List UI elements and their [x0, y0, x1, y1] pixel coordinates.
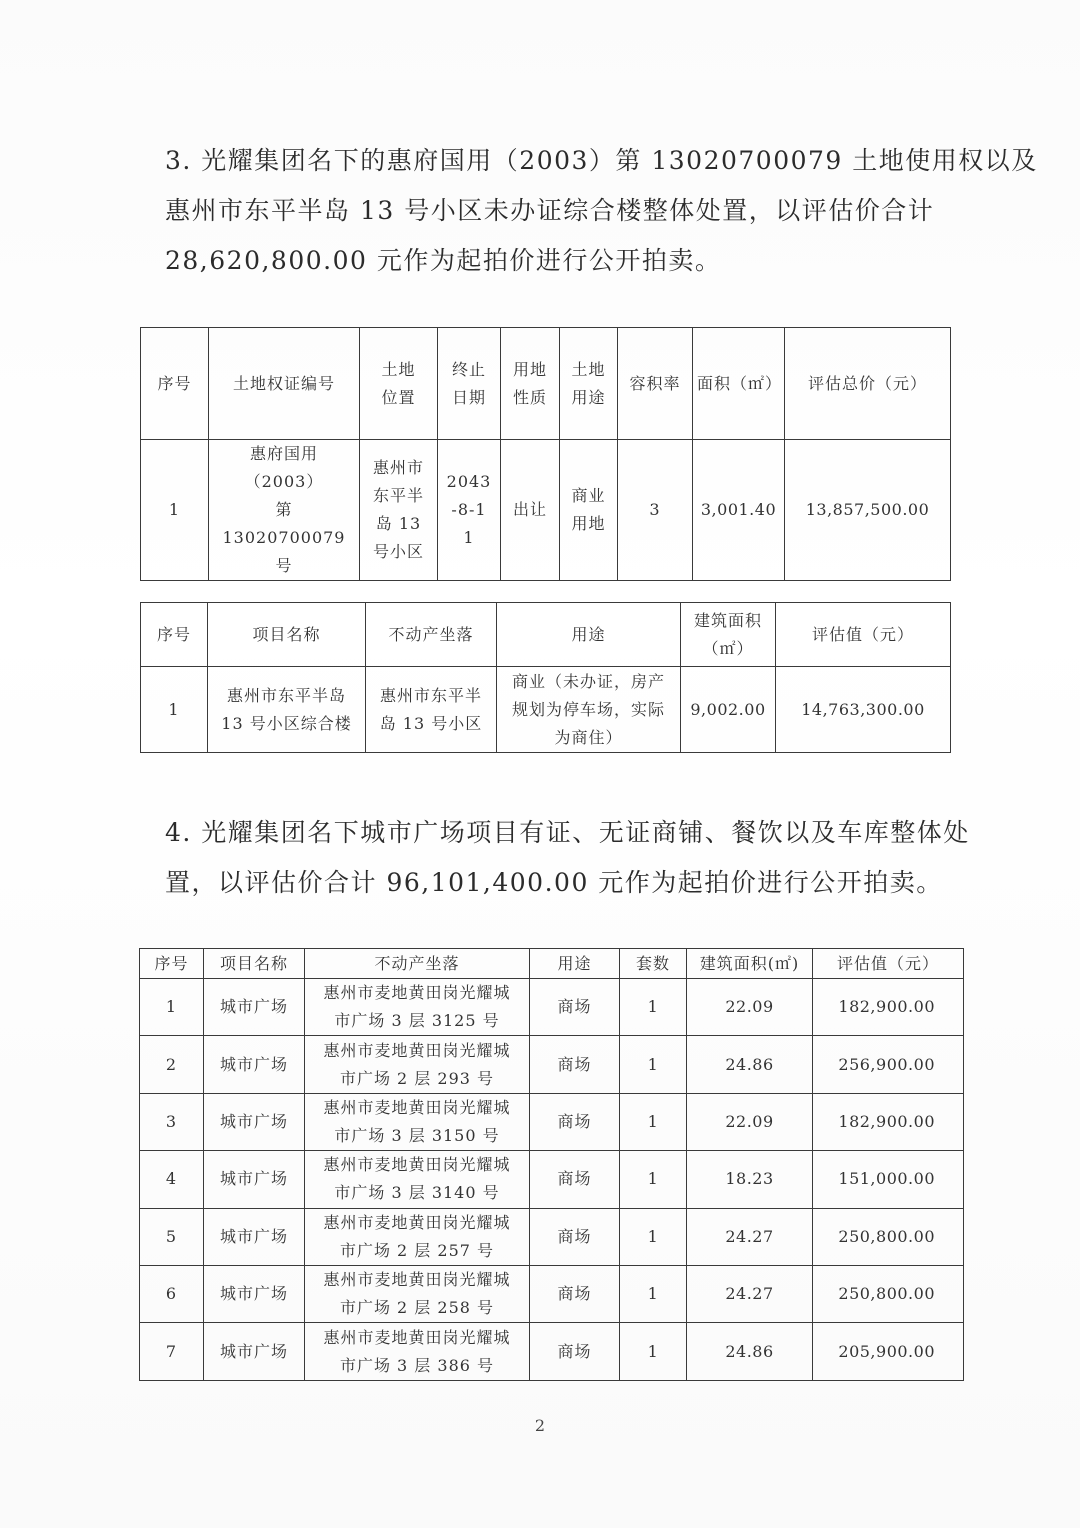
cell-text: 城市广场 [219, 997, 288, 1017]
page-number: 2 [534, 1416, 546, 1435]
land-use-right-table [140, 327, 951, 581]
paragraph-line: 28,620,800.00 元作为起拍价进行公开拍卖。 [165, 246, 722, 275]
cell-text: 1 [647, 1284, 659, 1304]
cell-text: 4 [165, 1169, 178, 1189]
cell-text: 1 [647, 1169, 659, 1189]
header-cell [560, 328, 618, 440]
table-row [140, 1208, 964, 1265]
cell-text: 18.23 [725, 1169, 774, 1189]
table-cell [305, 1036, 530, 1093]
cell-text: 城市广场 [219, 1341, 288, 1361]
table-cell [204, 1036, 305, 1093]
table-cell [813, 1093, 964, 1150]
cell-text: 24.86 [725, 1054, 774, 1074]
paragraph-line: 4. 光耀集团名下城市广场项目有证、无证商铺、餐饮以及车库整体处 [165, 818, 970, 847]
header-cell [681, 603, 776, 667]
cell-text: 惠州市麦地黄田岗光耀城 市广场 3 层 3150 号 [323, 1097, 511, 1145]
table-cell [204, 1265, 305, 1322]
cell-text: 2043 -8-1 1 [446, 472, 492, 547]
header-cell: 项目名称 [204, 949, 305, 979]
table-cell [360, 440, 438, 581]
cell-text: 惠州市东平半 岛 13 号小区 [379, 685, 483, 733]
table-cell [305, 1093, 530, 1150]
table-cell [140, 1151, 204, 1208]
table-cell: 1 [141, 667, 208, 753]
building-table [140, 602, 951, 753]
table-cell [497, 667, 681, 753]
cell-text: 24.27 [725, 1284, 774, 1304]
cell-text: 1 [647, 1111, 659, 1131]
table-cell [560, 440, 618, 581]
header-cell: 评估总价（元） [785, 328, 951, 440]
table-cell [620, 1093, 687, 1150]
cell-text: 1 [647, 1054, 659, 1074]
cell-text: 6 [165, 1284, 178, 1304]
table-cell [813, 1323, 964, 1380]
table-cell [620, 1208, 687, 1265]
table-row [140, 1265, 964, 1322]
header-cell: 套数 [620, 949, 687, 979]
table-header-row [141, 603, 951, 667]
cell-text: 商业（未办证，房产 规划为停车场，实际 为商住） [511, 671, 665, 747]
header-cell: 用途 [497, 603, 681, 667]
cell-text: 250,800.00 [838, 1284, 935, 1304]
cell-text: 用地 性质 [512, 359, 547, 407]
table-row [140, 1036, 964, 1093]
header-cell [360, 328, 438, 440]
table-cell [620, 979, 687, 1036]
table-header-row [141, 328, 951, 440]
paragraph-line: 惠州市东平半岛 13 号小区未办证综合楼整体处置，以评估价合计 [165, 196, 935, 225]
header-cell: 序号 [141, 328, 209, 440]
cell-text: 24.86 [725, 1341, 774, 1361]
table-header-row [140, 949, 964, 979]
shop-table [139, 948, 964, 1381]
table-row [141, 440, 951, 581]
header-cell: 不动产坐落 [305, 949, 530, 979]
table-cell [305, 1323, 530, 1380]
table-cell [204, 979, 305, 1036]
table-cell [620, 1036, 687, 1093]
cell-text: 惠州市麦地黄田岗光耀城 市广场 2 层 257 号 [323, 1212, 511, 1260]
cell-text: 土地 位置 [381, 359, 416, 407]
cell-text: 商场 [557, 1111, 592, 1131]
cell-text: 商场 [557, 1054, 592, 1074]
table-cell [620, 1265, 687, 1322]
table-row [140, 1323, 964, 1380]
header-cell: 序号 [141, 603, 208, 667]
table-cell: 出让 [501, 440, 560, 581]
table-row [140, 1093, 964, 1150]
cell-text: 1 [647, 1341, 659, 1361]
section-4-paragraph [165, 808, 970, 908]
table-cell: 13,857,500.00 [785, 440, 951, 581]
cell-text: 2 [165, 1054, 178, 1074]
cell-text: 256,900.00 [838, 1054, 935, 1074]
cell-text: 22.09 [725, 997, 774, 1017]
cell-text: 城市广场 [219, 1054, 288, 1074]
cell-text: 商场 [557, 997, 592, 1017]
table-cell: 3 [618, 440, 693, 581]
table-cell [620, 1323, 687, 1380]
table-cell [140, 979, 204, 1036]
cell-text: 土地 用途 [571, 359, 606, 407]
table-cell [140, 1265, 204, 1322]
table-cell [530, 1093, 620, 1150]
table-cell: 14,763,300.00 [776, 667, 951, 753]
cell-text: 商场 [557, 1341, 592, 1361]
table-cell [366, 667, 497, 753]
table-cell [530, 1151, 620, 1208]
table-cell [438, 440, 501, 581]
table-cell [813, 1151, 964, 1208]
table-cell [813, 1036, 964, 1093]
cell-text: 22.09 [725, 1111, 774, 1131]
table-cell [687, 1265, 813, 1322]
table-cell [687, 979, 813, 1036]
table-row [141, 667, 951, 753]
table-cell [305, 1265, 530, 1322]
table-cell [813, 1265, 964, 1322]
cell-text: 3 [165, 1111, 178, 1131]
cell-text: 城市广场 [219, 1111, 288, 1131]
table-cell [140, 1093, 204, 1150]
cell-text: 惠州市东平半岛 13 号小区综合楼 [221, 685, 352, 733]
cell-text: 商场 [557, 1169, 592, 1189]
header-cell: 不动产坐落 [366, 603, 497, 667]
header-cell: 土地权证编号 [209, 328, 360, 440]
cell-text: 商业 用地 [571, 486, 606, 533]
table-cell [140, 1323, 204, 1380]
table-cell [687, 1151, 813, 1208]
header-cell: 建筑面积(㎡) [687, 949, 813, 979]
header-cell: 面积（㎡） [693, 328, 785, 440]
table-cell [530, 1208, 620, 1265]
cell-text: 惠州市麦地黄田岗光耀城 市广场 3 层 3125 号 [323, 983, 511, 1031]
table-cell [530, 979, 620, 1036]
table-cell [530, 1323, 620, 1380]
table-cell [209, 440, 360, 581]
header-cell: 评估值（元） [813, 949, 964, 979]
cell-text: 商场 [557, 1284, 592, 1304]
table-cell [620, 1151, 687, 1208]
table-cell [813, 1208, 964, 1265]
paragraph-line: 置，以评估价合计 96,101,400.00 元作为起拍价进行公开拍卖。 [165, 868, 943, 897]
table-cell [204, 1093, 305, 1150]
table-cell [530, 1265, 620, 1322]
cell-text: 惠州市麦地黄田岗光耀城 市广场 3 层 386 号 [323, 1327, 511, 1375]
table-cell: 1 [141, 440, 209, 581]
section-3-paragraph [165, 136, 1038, 286]
table-row [140, 1151, 964, 1208]
table-cell [204, 1208, 305, 1265]
cell-text: 24.27 [725, 1226, 774, 1246]
cell-text: 250,800.00 [838, 1226, 935, 1246]
table-cell [204, 1323, 305, 1380]
cell-text: 惠府国用（2003） 第 13020700079 号 [222, 444, 346, 575]
table-cell [305, 1208, 530, 1265]
table-cell [204, 1151, 305, 1208]
cell-text: 151,000.00 [838, 1169, 935, 1189]
cell-text: 建筑面积 （㎡） [693, 610, 762, 658]
cell-text: 1 [165, 997, 178, 1017]
table-cell: 9,002.00 [681, 667, 776, 753]
cell-text: 182,900.00 [838, 997, 935, 1017]
table-cell [208, 667, 366, 753]
header-cell: 项目名称 [208, 603, 366, 667]
cell-text: 惠州市麦地黄田岗光耀城 市广场 3 层 3140 号 [323, 1155, 511, 1203]
paragraph-line: 3. 光耀集团名下的惠府国用（2003）第 13020700079 土地使用权以及 [165, 146, 1038, 175]
cell-text: 1 [647, 997, 659, 1017]
header-cell [438, 328, 501, 440]
table-cell [813, 979, 964, 1036]
cell-text: 终止 日期 [451, 359, 486, 407]
header-cell: 用途 [530, 949, 620, 979]
table-cell [687, 1323, 813, 1380]
cell-text: 商场 [557, 1226, 592, 1246]
cell-text: 惠州市麦地黄田岗光耀城 市广场 2 层 258 号 [323, 1270, 511, 1318]
header-cell: 评估值（元） [776, 603, 951, 667]
table-cell [140, 1208, 204, 1265]
table-cell: 3,001.40 [693, 440, 785, 581]
table-cell [687, 1208, 813, 1265]
header-cell [501, 328, 560, 440]
table-cell [530, 1036, 620, 1093]
cell-text: 惠州市 东平半 岛 13 号小区 [372, 458, 424, 561]
cell-text: 城市广场 [219, 1284, 288, 1304]
header-cell: 序号 [140, 949, 204, 979]
table-row [140, 979, 964, 1036]
cell-text: 182,900.00 [838, 1111, 935, 1131]
table-cell [687, 1036, 813, 1093]
table-cell [140, 1036, 204, 1093]
cell-text: 205,900.00 [838, 1341, 935, 1361]
cell-text: 惠州市麦地黄田岗光耀城 市广场 2 层 293 号 [323, 1040, 511, 1088]
cell-text: 城市广场 [219, 1226, 288, 1246]
header-cell: 容积率 [618, 328, 693, 440]
cell-text: 5 [165, 1226, 178, 1246]
cell-text: 城市广场 [219, 1169, 288, 1189]
table-cell [305, 1151, 530, 1208]
cell-text: 7 [165, 1341, 178, 1361]
table-cell [305, 979, 530, 1036]
table-cell [687, 1093, 813, 1150]
cell-text: 1 [647, 1226, 659, 1246]
